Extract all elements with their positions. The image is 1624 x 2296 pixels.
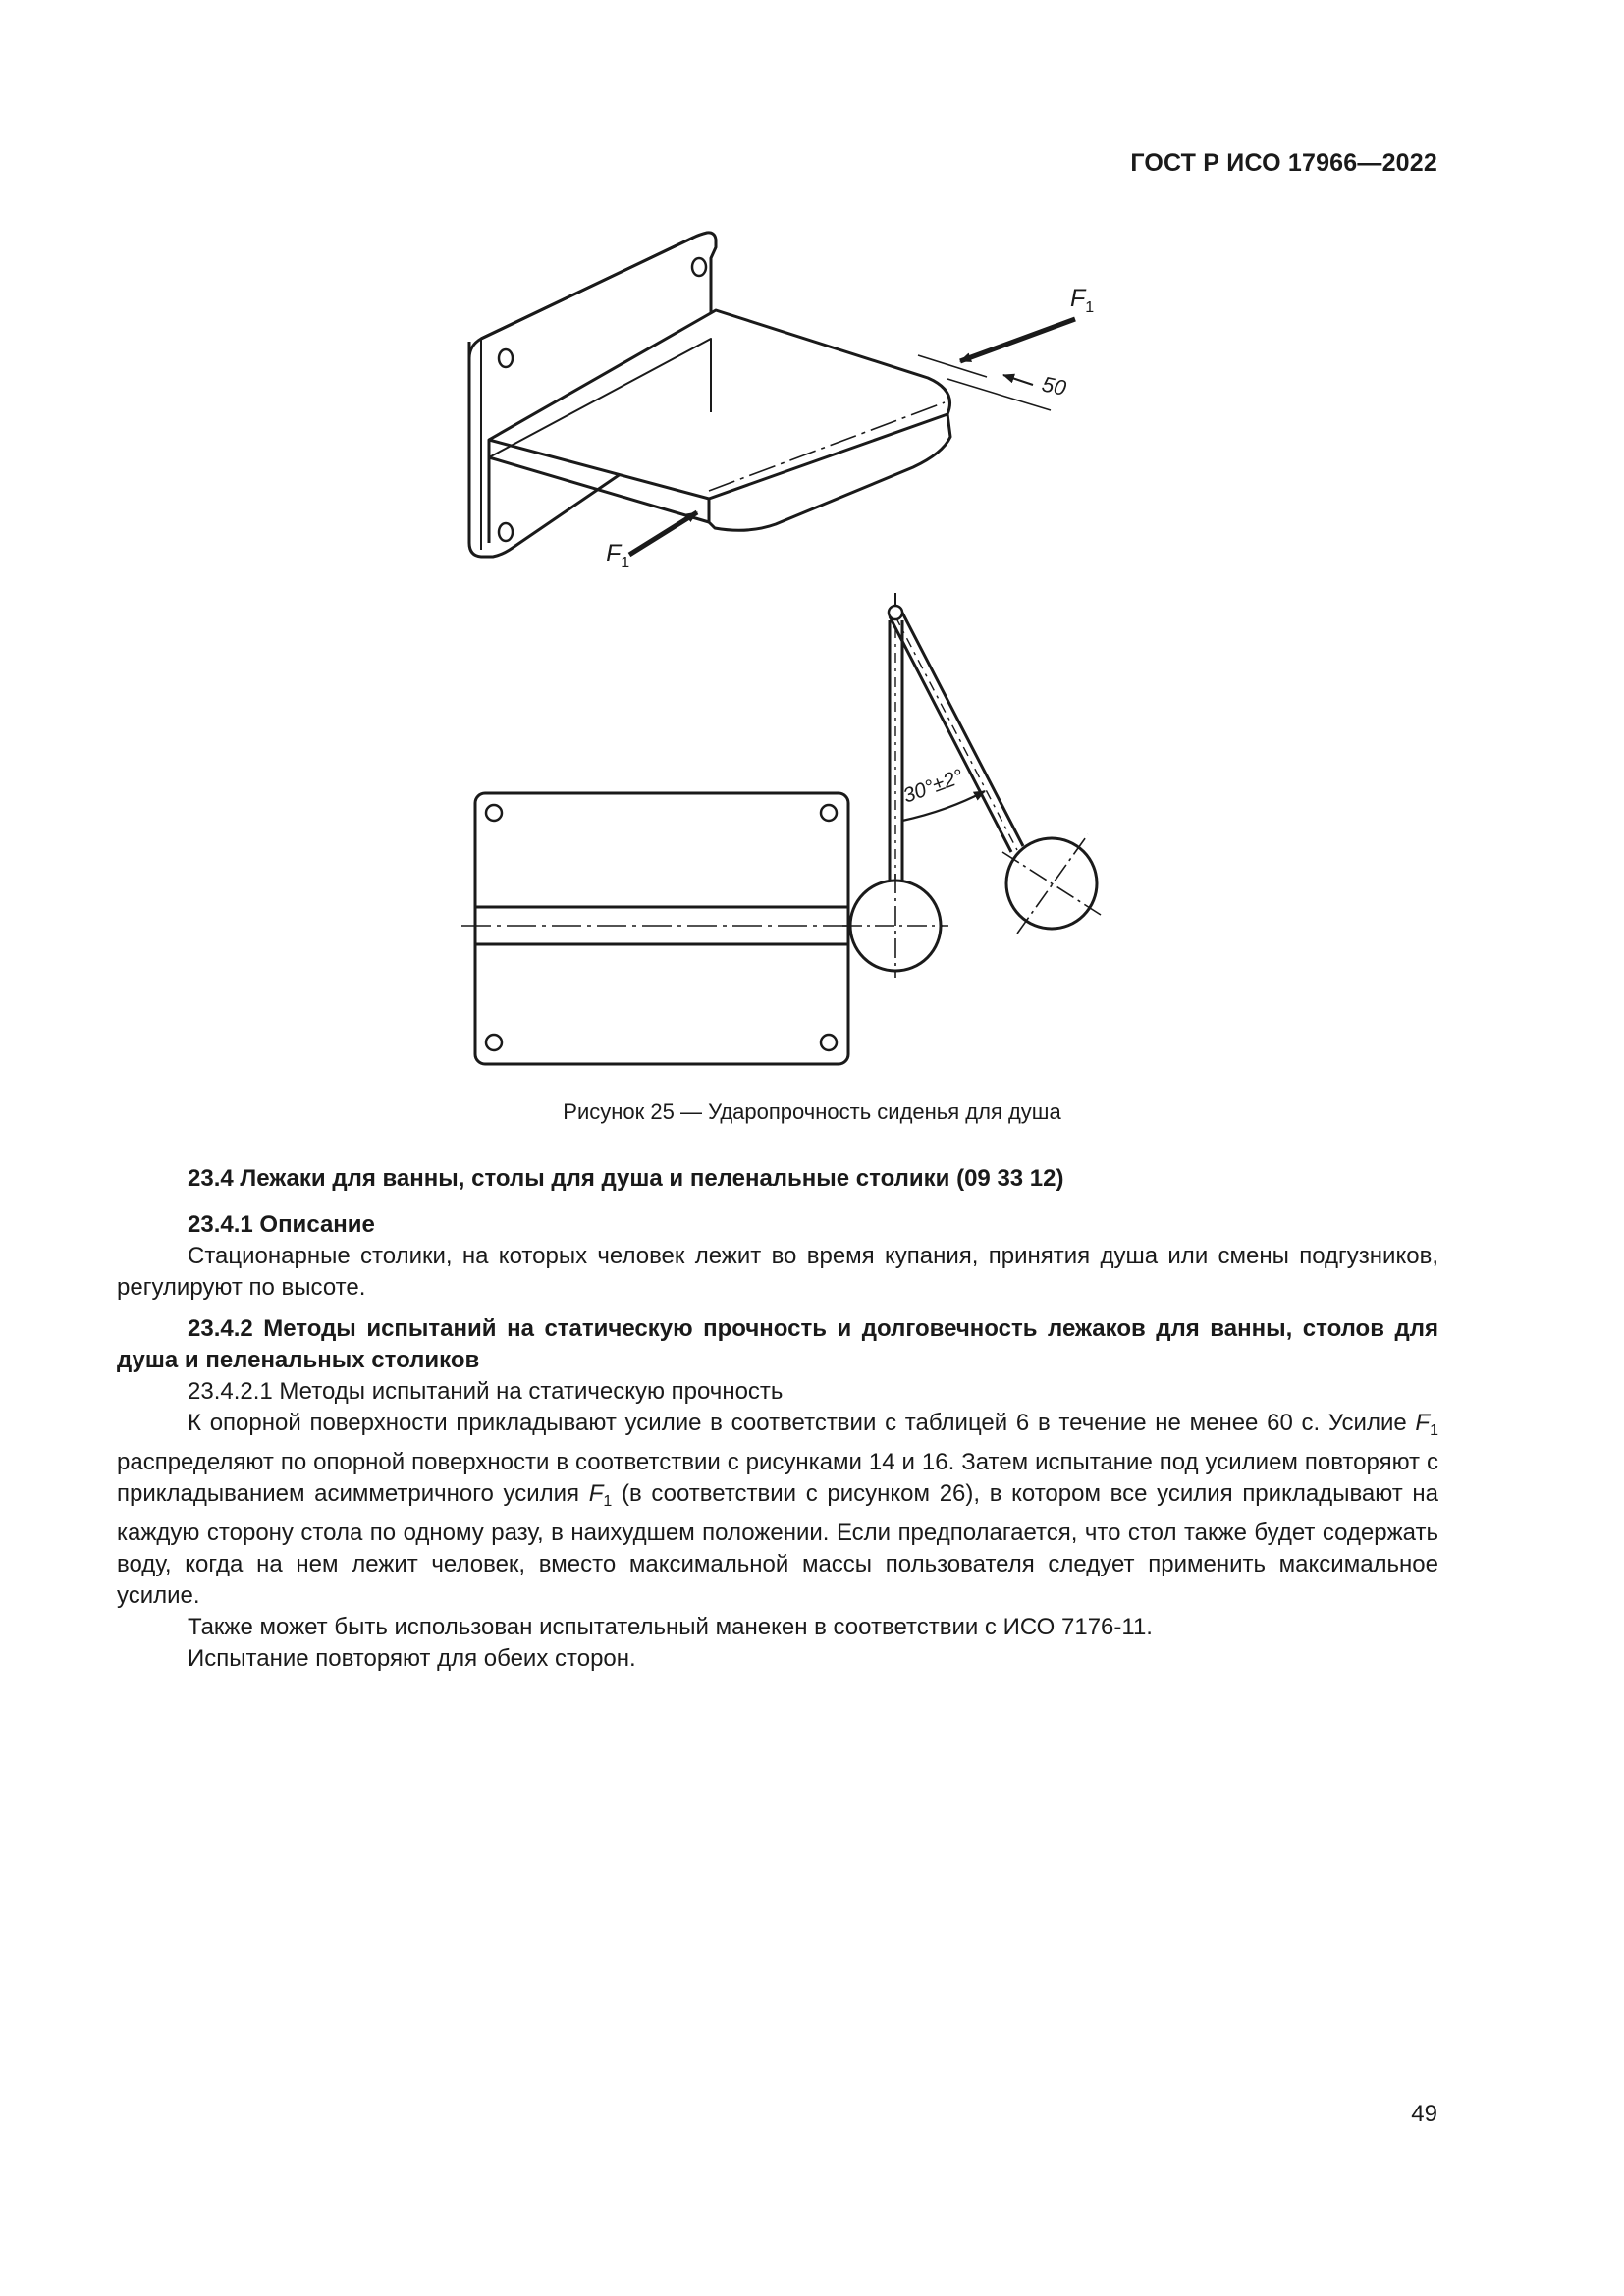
heading-23-4-1: 23.4.1 Описание — [188, 1211, 375, 1238]
angle-label: 30°±2° — [899, 765, 967, 808]
figure-25-drawing — [0, 0, 1624, 1119]
dimension-label-50: 50 — [1039, 371, 1069, 400]
page-number: 49 — [1411, 2101, 1437, 2127]
paragraph-static-strength: К опорной поверхности прикладывают усилие в соответствии с таблицей 6 в течение не менее 60 с. Усилие $F_1$ распределяют по опорной поверхности в соответствии с рисунками 14 и 16. Затем испытание под усилием повторяют с прикладыванием асимметричного усилия $F_1$ (в соответствии с рисунком 26), в котором все усилия прикладывают на каждую сторону стола по одному разу, в наихудшем положении. Если предполагается, что стол также будет содержать воду, когда на нем лежит человек, вместо максимальной массы пользователя следует применить максимальное усилие. — [117, 1410, 1438, 1609]
paragraph-repeat: Испытание повторяют для обеих сторон. — [188, 1645, 636, 1672]
force-label-top: $F_1$ — [1070, 285, 1095, 316]
heading-23-4-2: 23.4.2 Методы испытаний на статическую прочность и долговечность лежаков для ванны, столов для душа и пеленальных столиков — [117, 1315, 1438, 1373]
pendulum-test-view — [461, 593, 1101, 1064]
subheading-23-4-2-1: 23.4.2.1 Методы испытаний на статическую прочность — [188, 1378, 784, 1405]
heading-23-4: 23.4 Лежаки для ванны, столы для душа и пеленальные столики (09 33 12) — [188, 1165, 1064, 1192]
paragraph-test-dummy: Также может быть использован испытательный манекен в соответствии с ИСО 7176-11. — [188, 1614, 1153, 1640]
document-header: ГОСТ Р ИСО 17966—2022 — [1130, 149, 1437, 177]
paragraph-description: Стационарные столики, на которых человек лежит во время купания, принятия душа или смены подгузников, регулируют по высоте. — [117, 1243, 1438, 1301]
figure-caption: Рисунок 25 — Ударопрочность сиденья для душа — [563, 1099, 1061, 1124]
body-text — [117, 1163, 1438, 1675]
isometric-seat — [469, 233, 1075, 557]
force-label-bottom: $F_1$ — [606, 540, 630, 571]
